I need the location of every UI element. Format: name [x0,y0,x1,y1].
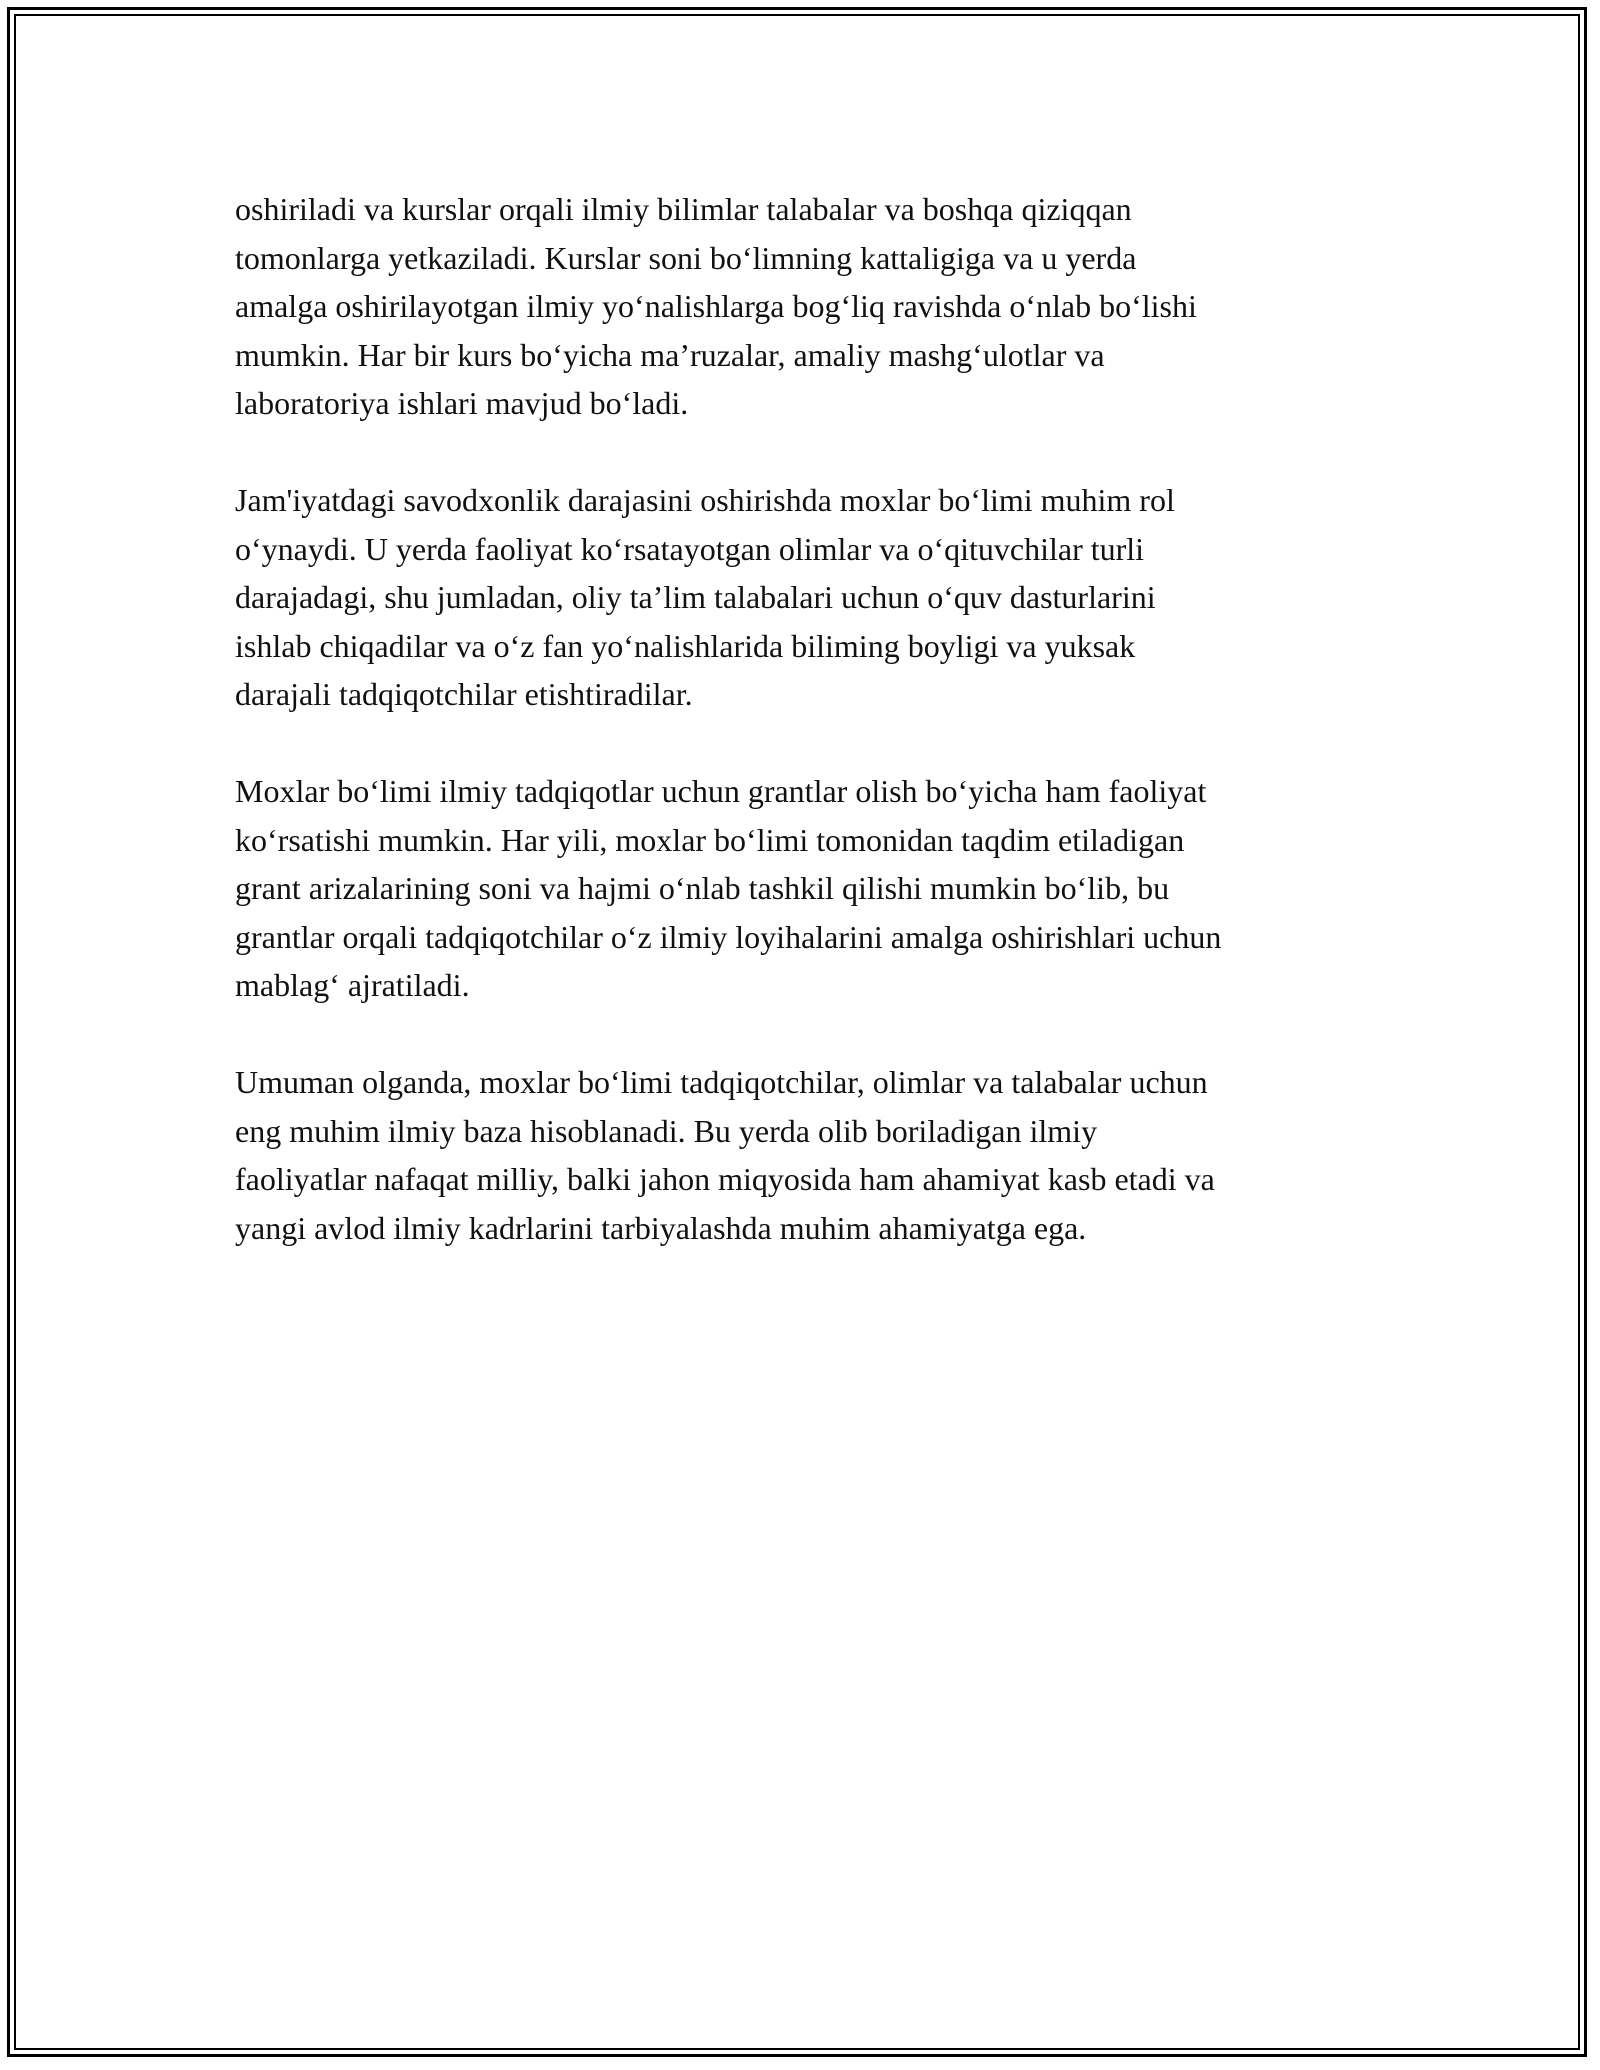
text-line: tomonlarga yetkaziladi. Kurslar soni bo‘limning kattaligiga va u yerda [235,239,1137,276]
text-line: darajadagi, shu jumladan, oliy ta’lim talabalari uchun o‘quv dasturlarini [235,579,1156,615]
text-line: amalga oshirilayotgan ilmiy yo‘nalishlarga bog‘liq ravishda o‘nlab bo‘lishi [235,288,1197,324]
paragraph-3 [235,767,1375,1010]
text-line: ishlab chiqadilar va o‘z fan yo‘nalishlarida biliming boyligi va yuksak [235,627,1136,664]
document-body [235,185,1375,1301]
text-line: faoliyatlar nafaqat milliy, balki jahon miqyosida ham ahamiyat kasb etadi va [235,1161,1215,1197]
text-line: Moxlar bo‘limi ilmiy tadqiqotlar uchun grantlar olish bo‘yicha ham faoliyat [235,773,1207,809]
text-line: darajali tadqiqotchilar etishtiradilar. [235,676,693,712]
text-line: mumkin. Har bir kurs bo‘yicha ma’ruzalar, amaliy mashg‘ulotlar va [235,336,1105,373]
text-line: Umuman olganda, moxlar bo‘limi tadqiqotchilar, olimlar va talabalar uchun [235,1064,1208,1100]
text-line: ko‘rsatishi mumkin. Har yili, moxlar bo‘limi tomonidan taqdim etiladigan [235,821,1185,858]
text-line: o‘ynaydi. U yerda faoliyat ko‘rsatayotgan olimlar va o‘qituvchilar turli [235,530,1145,567]
paragraph-4 [235,1058,1375,1252]
text-line: oshiriladi va kurslar orqali ilmiy bilimlar talabalar va boshqa qiziqqan [235,191,1132,227]
text-line: laboratoriya ishlari mavjud bo‘ladi. [235,385,689,421]
text-line: grantlar orqali tadqiqotchilar o‘z ilmiy loyihalarini amalga oshirishlari uchun [235,918,1222,955]
text-line: mablag‘ ajratiladi. [235,967,470,1003]
paragraph-1 [235,185,1375,428]
text-line: grant arizalarining soni va hajmi o‘nlab tashkil qilishi mumkin bo‘lib, bu [235,870,1170,906]
text-line: eng muhim ilmiy baza hisoblanadi. Bu yerda olib boriladigan ilmiy [235,1112,1098,1149]
paragraph-2 [235,476,1375,719]
text-line: yangi avlod ilmiy kadrlarini tarbiyalashda muhim ahamiyatga ega. [235,1209,1087,1246]
text-line: Jam'iyatdagi savodxonlik darajasini oshirishda moxlar bo‘limi muhim rol [235,482,1175,518]
